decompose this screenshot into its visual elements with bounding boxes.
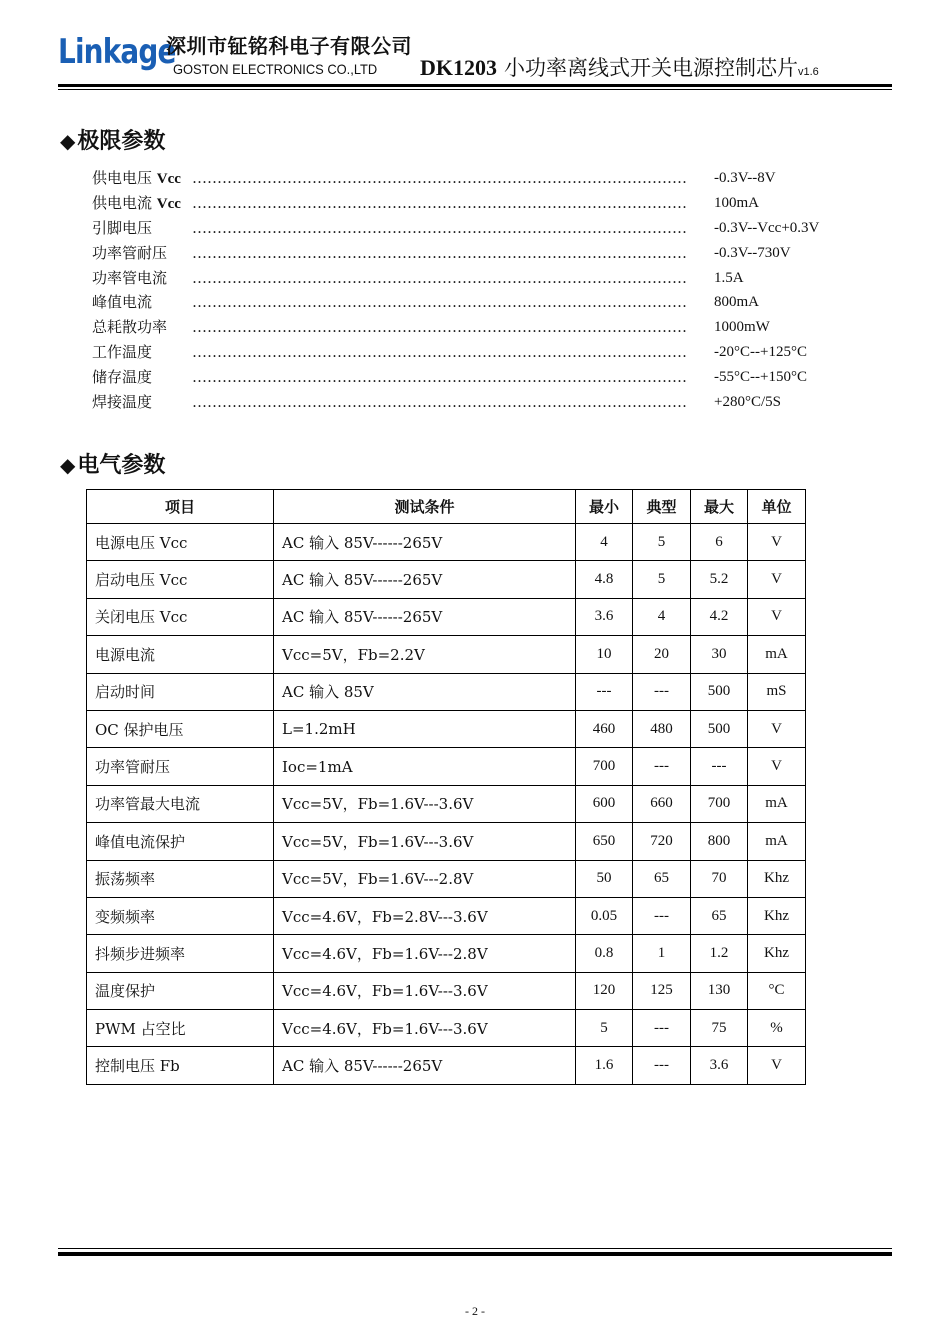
limit-label: 储存温度 [92, 368, 153, 387]
cell-typ: 5 [633, 524, 691, 561]
cell-item: 功率管耐压 [87, 748, 274, 785]
leader-dots: ……………………………………………………………………………………… [192, 218, 687, 237]
cell-min: 4 [576, 524, 633, 561]
limit-label: 引脚电压 [92, 218, 153, 237]
cell-max: 500 [691, 673, 748, 710]
cell-min: 3.6 [576, 598, 633, 635]
table-row [87, 935, 806, 972]
cell-max: 4.2 [691, 598, 748, 635]
table-row [87, 524, 806, 561]
cell-item: OC 保护电压 [87, 710, 274, 747]
cell-condition: AC 输入 85V------265V [274, 524, 576, 561]
cell-typ: 720 [633, 823, 691, 860]
cell-unit: % [748, 1010, 806, 1047]
limit-label: 功率管电流 [92, 268, 168, 287]
cell-typ: --- [633, 897, 691, 934]
footer-rule-thick [58, 1252, 892, 1256]
limit-label [92, 166, 181, 192]
table-row [87, 860, 806, 897]
cell-max: 130 [691, 972, 748, 1009]
electrical-table [86, 489, 806, 1085]
column-header: 最小 [576, 490, 633, 524]
leader-dots: ……………………………………………………………………………………… [192, 293, 687, 312]
footer-rule-thin [58, 1248, 892, 1249]
column-header: 项目 [87, 490, 274, 524]
cell-unit: mA [748, 785, 806, 822]
table-row [87, 673, 806, 710]
limit-label: 总耗散功率 [92, 318, 168, 337]
header-rule-thin [58, 89, 892, 90]
cell-min: 0.05 [576, 897, 633, 934]
leader-dots: ……………………………………………………………………………………… [192, 268, 687, 287]
list-item [92, 315, 852, 340]
diamond-bullet-icon: ◆ [60, 453, 76, 477]
cell-max: 75 [691, 1010, 748, 1047]
limit-value: -55°C--+150°C [714, 369, 807, 386]
table-row [87, 748, 806, 785]
electrical-heading-text: 电气参数 [77, 453, 166, 478]
leader-dots: ……………………………………………………………………………………… [192, 343, 687, 362]
cell-max: 700 [691, 785, 748, 822]
leader-dots: ……………………………………………………………………………………… [192, 169, 687, 187]
cell-min: 50 [576, 860, 633, 897]
cell-unit: mA [748, 636, 806, 673]
cell-max: 6 [691, 524, 748, 561]
limit-value: -20°C--+125°C [714, 344, 807, 361]
cell-typ: 4 [633, 598, 691, 635]
leader-dots: ……………………………………………………………………………………… [192, 193, 687, 212]
cell-min: 460 [576, 710, 633, 747]
cell-item: 峰值电流保护 [87, 823, 274, 860]
cell-unit: V [748, 748, 806, 785]
limits-heading-text: 极限参数 [77, 129, 166, 154]
cell-min: 0.8 [576, 935, 633, 972]
company-name-cn: 深圳市钲铭科电子有限公司 [166, 34, 412, 58]
limit-label-text: 供电电流 [92, 193, 153, 212]
title-cn: 小功率离线式开关电源控制芯片 [504, 56, 798, 80]
cell-max: 65 [691, 897, 748, 934]
table-row [87, 897, 806, 934]
limit-value: 800mA [714, 294, 759, 311]
cell-typ: 480 [633, 710, 691, 747]
cell-condition: Vcc=4.6V，Fb=2.8V---3.6V [274, 897, 576, 934]
cell-unit: Khz [748, 860, 806, 897]
cell-condition: AC 输入 85V [274, 673, 576, 710]
limit-value: 100mA [714, 194, 759, 211]
limit-label [92, 191, 181, 217]
cell-max: 800 [691, 823, 748, 860]
column-header: 最大 [691, 490, 748, 524]
version-label: v1.6 [798, 66, 819, 78]
cell-unit: V [748, 1047, 806, 1084]
cell-max: 5.2 [691, 561, 748, 598]
cell-typ: --- [633, 673, 691, 710]
cell-condition: Vcc=5V，Fb=1.6V---3.6V [274, 823, 576, 860]
cell-item: 功率管最大电流 [87, 785, 274, 822]
leader-dots: ……………………………………………………………………………………… [192, 243, 687, 262]
limits-list [92, 166, 852, 415]
cell-unit: Khz [748, 935, 806, 972]
model-number: DK1203 [420, 55, 497, 80]
cell-min: --- [576, 673, 633, 710]
cell-unit: °C [748, 972, 806, 1009]
cell-typ: 5 [633, 561, 691, 598]
cell-typ: 660 [633, 785, 691, 822]
page-header [58, 28, 892, 90]
cell-condition: L=1.2mH [274, 710, 576, 747]
limit-value: -0.3V--730V [714, 244, 791, 261]
table-header-row [87, 490, 806, 524]
cell-typ: --- [633, 748, 691, 785]
list-item [92, 340, 852, 365]
cell-unit: mA [748, 823, 806, 860]
cell-item: 启动电压 Vcc [87, 561, 274, 598]
cell-min: 650 [576, 823, 633, 860]
table-row [87, 785, 806, 822]
limit-value: 1000mW [714, 319, 770, 336]
cell-unit: V [748, 524, 806, 561]
table-row [87, 598, 806, 635]
cell-condition: Vcc=5V，Fb=1.6V---2.8V [274, 860, 576, 897]
cell-condition: AC 输入 85V------265V [274, 598, 576, 635]
cell-typ: --- [633, 1047, 691, 1084]
cell-typ: 1 [633, 935, 691, 972]
cell-min: 700 [576, 748, 633, 785]
cell-item: 启动时间 [87, 673, 274, 710]
cell-min: 4.8 [576, 561, 633, 598]
cell-typ: 20 [633, 636, 691, 673]
limit-value: -0.3V--Vcc+0.3V [714, 219, 820, 236]
column-header: 典型 [633, 490, 691, 524]
limit-label: 功率管耐压 [92, 243, 168, 262]
document-title [420, 52, 819, 82]
cell-max: 500 [691, 710, 748, 747]
cell-unit: V [748, 598, 806, 635]
list-item [92, 390, 852, 415]
column-header: 单位 [748, 490, 806, 524]
table-row [87, 636, 806, 673]
cell-unit: Khz [748, 897, 806, 934]
list-item [92, 216, 852, 241]
electrical-heading [60, 448, 165, 479]
cell-unit: mS [748, 673, 806, 710]
table-row [87, 710, 806, 747]
cell-min: 1.6 [576, 1047, 633, 1084]
cell-unit: V [748, 710, 806, 747]
limits-heading [60, 124, 165, 155]
cell-typ: --- [633, 1010, 691, 1047]
limit-value: +280°C/5S [714, 394, 781, 411]
cell-item: 振荡频率 [87, 860, 274, 897]
list-item [92, 365, 852, 390]
limit-symbol: Vcc [156, 195, 181, 212]
limit-label: 峰值电流 [92, 293, 153, 312]
cell-max: 1.2 [691, 935, 748, 972]
cell-item: 温度保护 [87, 972, 274, 1009]
table-row [87, 561, 806, 598]
cell-item: 变频频率 [87, 897, 274, 934]
cell-max: --- [691, 748, 748, 785]
limit-symbol: Vcc [156, 171, 181, 187]
list-item [92, 191, 852, 216]
diamond-bullet-icon: ◆ [60, 129, 76, 153]
cell-min: 5 [576, 1010, 633, 1047]
cell-condition: Vcc=5V，Fb=1.6V---3.6V [274, 785, 576, 822]
list-item [92, 290, 852, 315]
cell-typ: 125 [633, 972, 691, 1009]
cell-condition: AC 输入 85V------265V [274, 1047, 576, 1084]
cell-item: PWM 占空比 [87, 1010, 274, 1047]
cell-condition: Ioc=1mA [274, 748, 576, 785]
cell-max: 70 [691, 860, 748, 897]
company-name-en: GOSTON ELECTRONICS CO.,LTD [173, 61, 378, 77]
cell-condition: Vcc=5V，Fb=2.2V [274, 636, 576, 673]
cell-max: 3.6 [691, 1047, 748, 1084]
list-item [92, 241, 852, 266]
limit-label-text: 供电电压 [92, 169, 153, 187]
table-row [87, 823, 806, 860]
cell-unit: V [748, 561, 806, 598]
limit-value: 1.5A [714, 269, 744, 286]
cell-item: 抖频步进频率 [87, 935, 274, 972]
list-item [92, 266, 852, 291]
header-rule-thick [58, 84, 892, 87]
cell-max: 30 [691, 636, 748, 673]
cell-typ: 65 [633, 860, 691, 897]
table-row [87, 972, 806, 1009]
leader-dots: ……………………………………………………………………………………… [192, 368, 687, 387]
column-header: 测试条件 [274, 490, 576, 524]
table-body [87, 524, 806, 1085]
cell-min: 600 [576, 785, 633, 822]
table-row [87, 1010, 806, 1047]
page-number: - 2 - [465, 1304, 485, 1318]
limit-label: 工作温度 [92, 343, 153, 362]
cell-min: 10 [576, 636, 633, 673]
list-item [92, 166, 852, 191]
cell-min: 120 [576, 972, 633, 1009]
cell-condition: Vcc=4.6V，Fb=1.6V---3.6V [274, 1010, 576, 1047]
cell-item: 电源电流 [87, 636, 274, 673]
limit-label: 焊接温度 [92, 393, 153, 412]
cell-condition: AC 输入 85V------265V [274, 561, 576, 598]
limit-value: -0.3V--8V [714, 170, 776, 186]
table-row [87, 1047, 806, 1084]
cell-condition: Vcc=4.6V，Fb=1.6V---2.8V [274, 935, 576, 972]
leader-dots: ……………………………………………………………………………………… [192, 393, 687, 412]
cell-item: 控制电压 Fb [87, 1047, 274, 1084]
leader-dots: ……………………………………………………………………………………… [192, 318, 687, 337]
cell-item: 关闭电压 Vcc [87, 598, 274, 635]
cell-condition: Vcc=4.6V，Fb=1.6V---3.6V [274, 972, 576, 1009]
cell-item: 电源电压 Vcc [87, 524, 274, 561]
company-logo: Linkage [58, 32, 176, 72]
